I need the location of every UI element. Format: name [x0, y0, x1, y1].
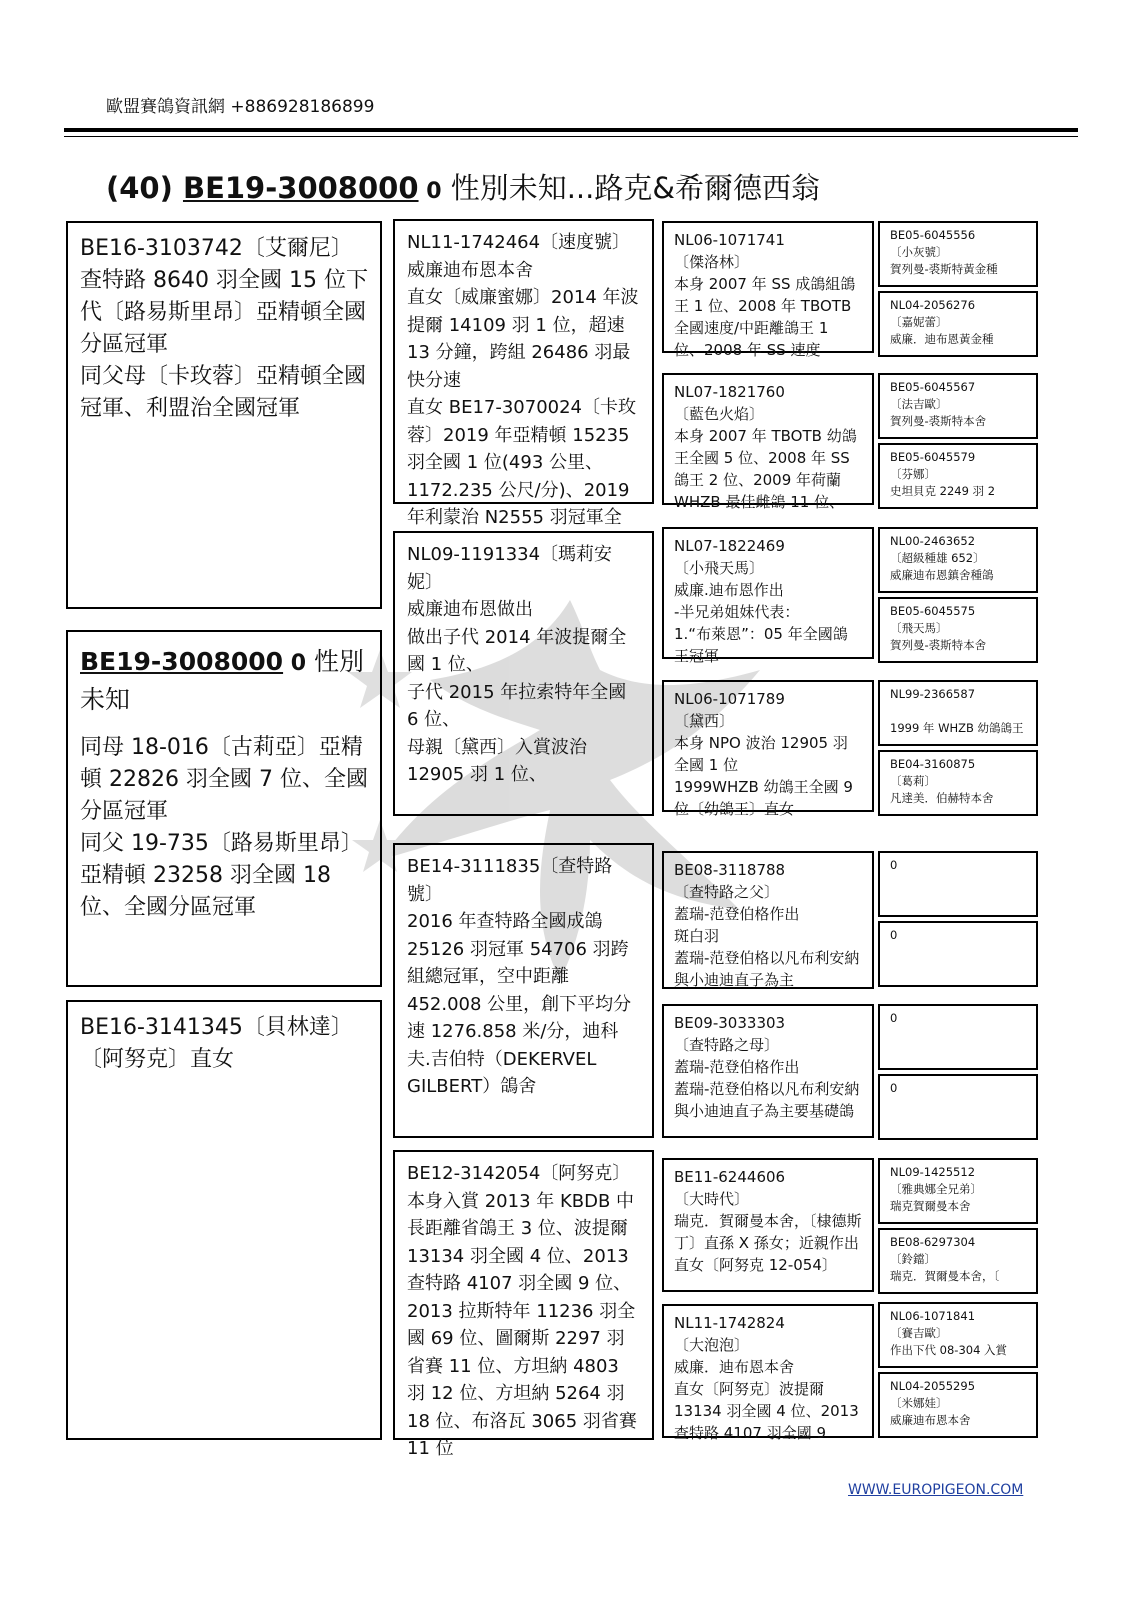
- gen4-text-15: NL06-1071841 〔賽吉歐〕 作出下代 08-304 入賞: [890, 1309, 1008, 1357]
- gen3-text-2: NL07-1821760 〔藍色火焰〕 本身 2007 年 TBOTB 幼鴿王全國 5 位、2008 年 SS 鴿王 2 位、2009 年荷蘭 WHZB 最佳雌鴿 11 位、: [674, 383, 857, 511]
- footer-url-link[interactable]: WWW.EUROPIGEON.COM: [848, 1482, 1024, 1498]
- gen4-box-10: [878, 921, 1038, 987]
- title-text: 性別未知...路克&希爾德西翁: [441, 171, 820, 205]
- gen3-text-1: NL06-1071741 〔傑洛林〕 本身 2007 年 SS 成鴿組鴿王 1 位、2008 年 TBOTB 全國速度/中距離鴿王 1 位、2008 年 SS 速度: [674, 231, 856, 359]
- gen3-text-6: BE09-3033303 〔查特路之母〕 蓋瑞-范登伯格作出 蓋瑞-范登伯格以凡布利安納與小迪迪直子為主要基礎鴿: [674, 1014, 860, 1120]
- gen4-box-15: [878, 1302, 1038, 1368]
- gen4-text-10: 0: [890, 928, 898, 942]
- gen4-text-9: 0: [890, 858, 898, 872]
- subject-ring-code: BE19-3008000: [80, 647, 284, 676]
- gen4-box-9: [878, 851, 1038, 917]
- gen2-text-2: NL09-1191334〔瑪莉安妮〕 威廉迪布恩做出 做出子代 2014 年波提爾全國 1 位、 子代 2015 年拉索特年全國 6 位、 母親〔黛西〕入賞波治 12905 羽 1 位、: [407, 544, 627, 785]
- gen4-text-16: NL04-2055295 〔米娜娃〕 威廉迪布恩本舍: [890, 1379, 976, 1427]
- gen4-box-1: [878, 221, 1038, 287]
- gen4-text-3: BE05-6045567 〔法吉歐〕 賀列曼-裘斯特本舍: [890, 380, 987, 428]
- gen4-text-6: BE05-6045575 〔飛天馬〕 賀列曼-裘斯特本舍: [890, 604, 987, 652]
- gen4-text-13: NL09-1425512 〔雅典娜全兄弟〕 瑞克賀爾曼本舍: [890, 1165, 982, 1213]
- gen2-box-4: [393, 1150, 654, 1459]
- gen3-text-4: NL06-1071789 〔黛西〕 本身 NPO 波治 12905 羽全國 1 位 1999WHZB 幼鴿王全國 9 位〔幼鴿王〕直女: [674, 690, 853, 818]
- sire-box: [66, 221, 382, 609]
- title-ring-digit: 0: [418, 179, 442, 204]
- page-title: [106, 166, 820, 207]
- gen3-box-5: [662, 851, 874, 989]
- gen2-text-4: BE12-3142054〔阿努克〕 本身入賞 2013 年 KBDB 中長距離省鴿王 3 位、波提爾 13134 羽全國 4 位、2013 查特路 4107 羽全國 9 位、2013 拉斯特年 11236 羽全國 69 位、圖爾斯 2297 羽省賽 11 位、方坦納 4803 羽 12 位、方坦納 5264 羽 18 位、布洛瓦 3065 羽省賽 11 位: [407, 1163, 637, 1459]
- gen4-text-11: 0: [890, 1011, 898, 1025]
- gen2-box-3: [393, 843, 654, 1138]
- gen4-box-3: [878, 373, 1038, 439]
- gen3-box-8: [662, 1304, 874, 1442]
- subject-ring-digit: 0: [283, 651, 307, 676]
- gen3-box-7: [662, 1158, 874, 1292]
- gen3-box-3: [662, 527, 874, 665]
- title-prefix: (40): [106, 171, 183, 205]
- gen3-box-6: [662, 1004, 874, 1138]
- dam-text: BE16-3141345〔貝林達〕 〔阿努克〕直女: [80, 1015, 353, 1072]
- gen4-text-1: BE05-6045556 〔小灰號〕 賀列曼-裘斯特黃金種: [890, 228, 998, 276]
- gen2-box-2: [393, 531, 654, 816]
- subject-suffix: 性別未知: [80, 647, 364, 714]
- dam-box: [66, 1000, 382, 1440]
- gen4-box-4: [878, 443, 1038, 509]
- gen4-text-12: 0: [890, 1081, 898, 1095]
- gen3-text-5: BE08-3118788 〔查特路之父〕 蓋瑞-范登伯格作出 斑白羽 蓋瑞-范登伯格以凡布利安納與小迪迪直子為主: [674, 861, 860, 989]
- header-rule-thick: [64, 128, 1078, 132]
- title-ring-code: BE19-3008000: [182, 171, 419, 205]
- gen4-text-4: BE05-6045579 〔芬娜〕 史坦貝克 2249 羽 2: [890, 450, 996, 498]
- gen3-text-8: NL11-1742824 〔大泡泡〕 威廉．迪布恩本舍 直女〔阿努克〕波提爾 13134 羽全國 4 位、2013 查特路 4107 羽全國 9: [674, 1314, 859, 1442]
- gen4-text-14: BE08-6297304 〔鈴鐺〕 瑞克．賀爾曼本舍，〔: [890, 1235, 1000, 1283]
- subject-name: [68, 632, 380, 718]
- gen4-text-8: BE04-3160875 〔葛莉〕 凡達美．伯赫特本舍: [890, 757, 994, 805]
- gen4-text-5: NL00-2463652 〔超級種雄 652〕 威廉迪布恩鎮舍種鴿: [890, 534, 994, 582]
- subject-info: 同母 18-016〔古莉亞〕亞精頓 22826 羽全國 7 位、全國分區冠軍 同父 19-735〔路易斯里昂〕亞精頓 23258 羽全國 18 位、全國分區冠軍: [80, 735, 368, 920]
- gen4-box-11: [878, 1004, 1038, 1070]
- gen4-box-2: [878, 291, 1038, 357]
- gen2-box-1: [393, 219, 654, 528]
- site-header: 歐盟賽鴿資訊網 +886928186899: [106, 97, 375, 117]
- sire-text: BE16-3103742〔艾爾尼〕 查特路 8640 羽全國 15 位下代〔路易斯里昂〕亞精頓全國分區冠軍 同父母〔卡玫蓉〕亞精頓全國冠軍、利盟治全國冠軍: [80, 236, 368, 421]
- gen4-box-6: [878, 597, 1038, 663]
- gen2-text-1: NL11-1742464〔速度號〕 威廉迪布恩本舍 直女〔威廉蜜娜〕2014 年波提爾 14109 羽 1 位，超速 13 分鐘，跨組 26486 羽最快分速 直女 BE17-3070024〔卡玫蓉〕2019 年亞精頓 15235 羽全國 1 位(493 公里、1172.235 公尺/分)、2019 年利蒙治 N2555 羽冠軍全: [407, 232, 639, 528]
- gen3-box-1: [662, 221, 874, 359]
- gen3-text-3: NL07-1822469 〔小飛天馬〕 威廉.迪布恩作出 -半兄弟姐妹代表： 1.“布萊恩”：05 年全國鴿王冠軍: [674, 537, 848, 665]
- header-rule-thin: [64, 136, 1078, 137]
- gen4-box-5: [878, 527, 1038, 593]
- gen3-text-7: BE11-6244606 〔大時代〕 瑞克．賀爾曼本舍，〔棣德斯丁〕直孫 X 孫女；近親作出 直女〔阿努克 12-054〕: [674, 1168, 862, 1274]
- subject-box: [66, 630, 382, 987]
- gen4-text-7: NL99-2366587 1999 年 WHZB 幼鴿鴿王: [890, 687, 1024, 735]
- gen3-box-2: [662, 373, 874, 511]
- gen4-box-12: [878, 1074, 1038, 1140]
- gen2-text-3: BE14-3111835〔查特路號〕 2016 年查特路全國成鴿 25126 羽冠軍 54706 羽跨組總冠軍，空中距離 452.008 公里，創下平均分速 1276.858 米/分，迪科夫.吉伯特（DEKERVEL GILBERT）鴿舍: [407, 856, 632, 1097]
- gen4-box-7: [878, 680, 1038, 746]
- gen4-text-2: NL04-2056276 〔嘉妮蕾〕 威廉．迪布恩黃金種: [890, 298, 994, 346]
- gen4-box-16: [878, 1372, 1038, 1438]
- gen4-box-8: [878, 750, 1038, 816]
- gen3-box-4: [662, 680, 874, 818]
- gen4-box-14: [878, 1228, 1038, 1294]
- gen4-box-13: [878, 1158, 1038, 1224]
